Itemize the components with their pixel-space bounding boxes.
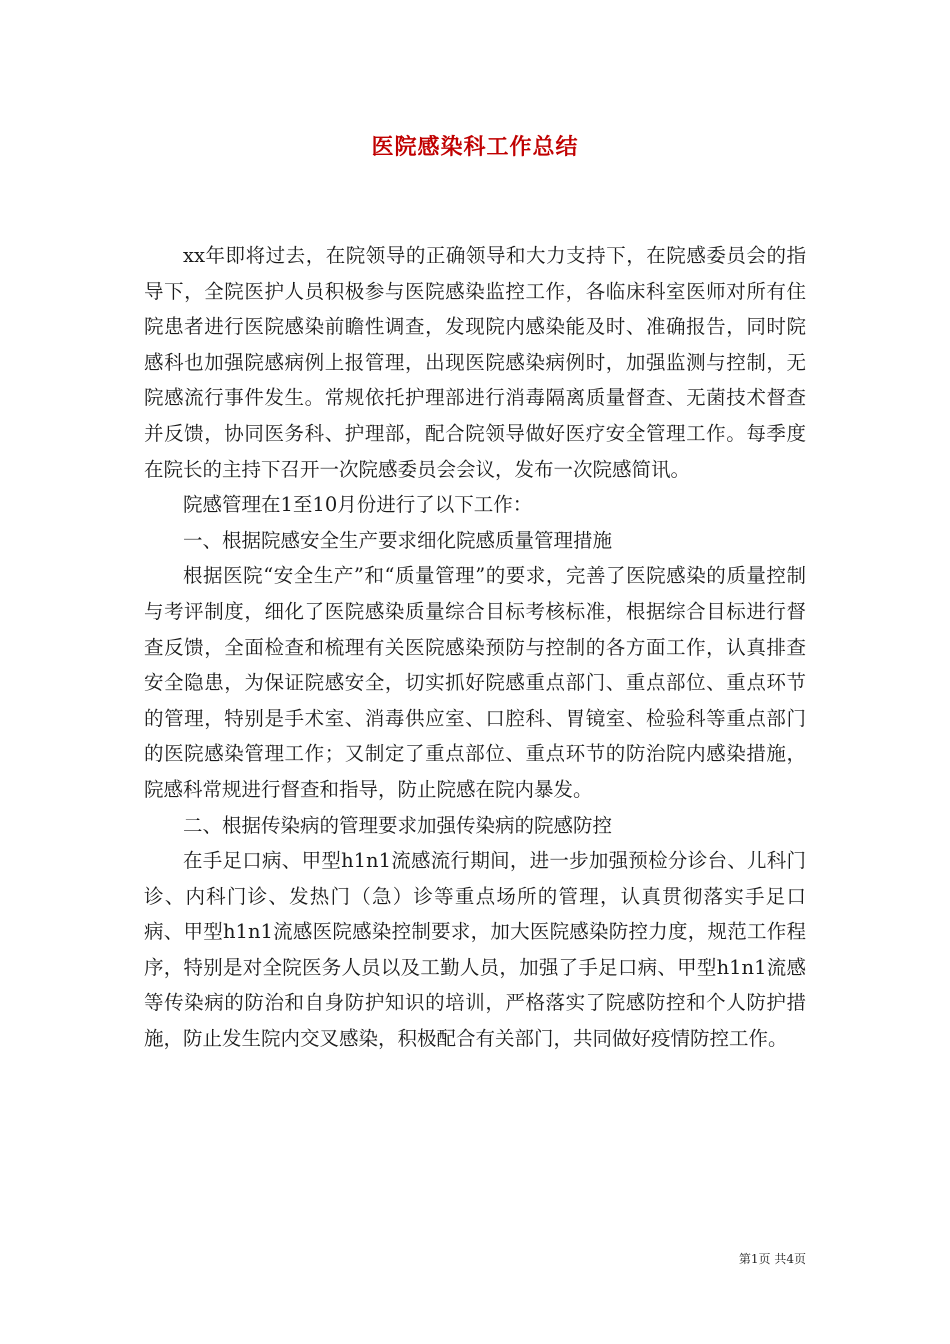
paragraph-work-overview: 院感管理在1至10月份进行了以下工作：	[183, 493, 533, 517]
page-number: 第1页 共4页	[738, 1252, 806, 1266]
paragraph-intro: xx年即将过去，在院领导的正确领导和大力支持下，在院感委员会的指导下，全院医护人员积极参与医院感染监控工作，各临床科室医师对所有住院患者进行医院感染前瞻性调查，发现院内感染能及时、准确报告，同时院感科也加强院感病例上报管理，出现医院感染病例时，加强监测与控制，无院感流行事件发生。常规依托护理部进行消毒隔离质量督查、无菌技术督查并反馈，协同医务科、护理部，配合院领导做好医疗安全管理工作。每季度在院长的主持下召开一次院感委员会会议，发布一次院感简讯。	[144, 244, 806, 481]
document-title: 医院感染科工作总结	[371, 134, 579, 160]
document-body	[144, 238, 806, 1057]
paragraph-section-2: 在手足口病、甲型h1n1流感流行期间，进一步加强预检分诊台、儿科门诊、内科门诊、发热门（急）诊等重点场所的管理，认真贯彻落实手足口病、甲型h1n1流感医院感染控制要求，加大医院感染防控力度，规范工作程序，特别是对全院医务人员以及工勤人员，加强了手足口病、甲型h1n1流感等传染病的防治和自身防护知识的培训，严格落实了院感防控和个人防护措施，防止发生院内交叉感染，积极配合有关部门，共同做好疫情防控工作。	[144, 849, 806, 1051]
section-heading-1: 一、根据院感安全生产要求细化院感质量管理措施	[183, 528, 613, 552]
paragraph-section-1: 根据医院“安全生产”和“质量管理”的要求，完善了医院感染的质量控制与考评制度，细化了医院感染质量综合目标考核标准，根据综合目标进行督查反馈，全面检查和梳理有关医院感染预防与控制的各方面工作，认真排查安全隐患，为保证院感安全，切实抓好院感重点部门、重点部位、重点环节的管理，特别是手术室、消毒供应室、口腔科、胃镜室、检验科等重点部门的医院感染管理工作；又制定了重点部位、重点环节的防治院内感染措施，院感科常规进行督查和指导，防止院感在院内暴发。	[144, 564, 806, 801]
section-heading-2: 二、根据传染病的管理要求加强传染病的院感防控	[183, 813, 613, 837]
